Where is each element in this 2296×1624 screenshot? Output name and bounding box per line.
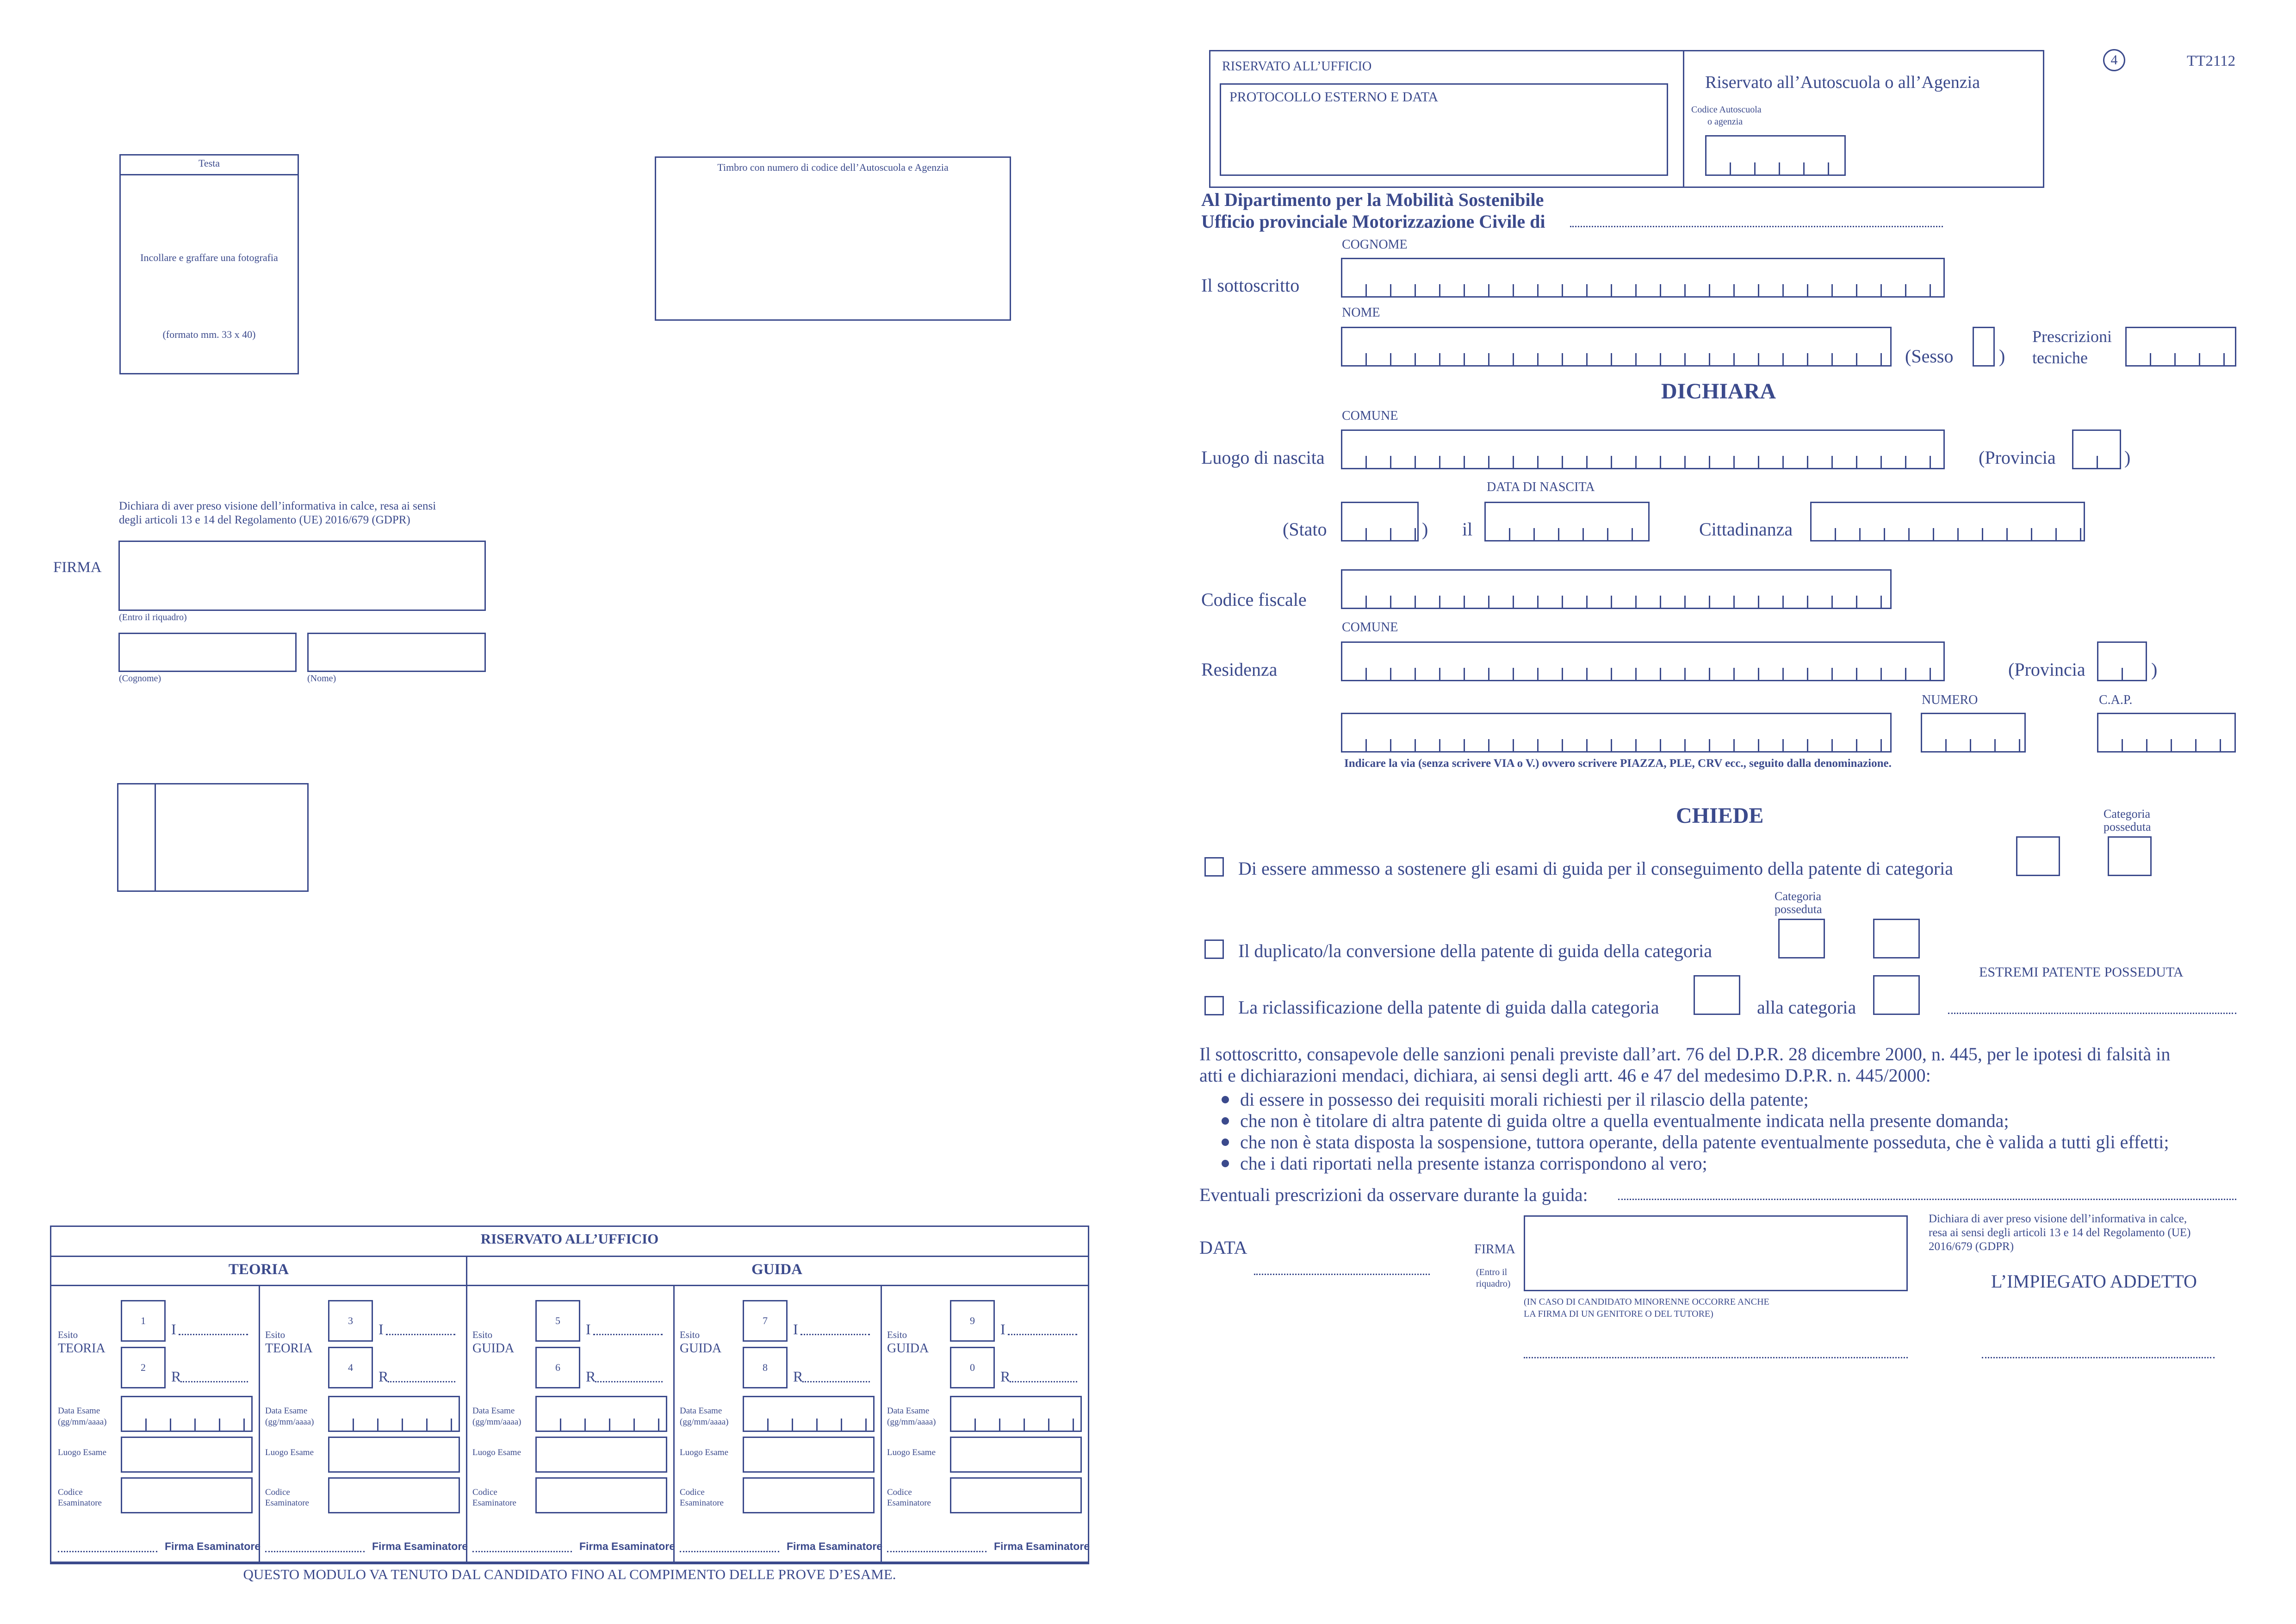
declaration-bullet: che non è titolare di altra patente di guida oltre a quella eventualmente indicata nella presente domanda; — [1240, 1110, 2009, 1131]
data-esame-format: (gg/mm/aaaa) — [58, 1417, 107, 1427]
stamp-box — [655, 156, 1011, 321]
firma-esaminatore-label: Firma Esaminatore — [579, 1540, 676, 1552]
esito-r-label: R — [586, 1368, 596, 1385]
sesso-field[interactable] — [1973, 327, 1995, 367]
esito-i-label: I — [1000, 1321, 1005, 1338]
cognome-field[interactable] — [1341, 258, 1945, 298]
left-cognome-box[interactable] — [118, 633, 297, 672]
esito-number-bottom: 4 — [328, 1347, 373, 1388]
right-privacy-3: 2016/679 (GDPR) — [1929, 1240, 2014, 1253]
protocollo-label: PROTOCOLLO ESTERNO E DATA — [1229, 89, 1439, 105]
data-nascita-label: DATA DI NASCITA — [1487, 480, 1595, 494]
minorenne-note-1: (IN CASO DI CANDIDATO MINORENNE OCCORRE ANCHE — [1524, 1297, 1769, 1307]
firma-esaminatore-field[interactable] — [265, 1551, 365, 1552]
esito-type-label: TEORIA — [265, 1341, 313, 1356]
esito-r-label: R — [379, 1368, 389, 1385]
sesso-label: (Sesso — [1905, 346, 1954, 367]
esito-i-field[interactable] — [1008, 1334, 1077, 1335]
data-esame-field[interactable] — [950, 1396, 1082, 1432]
esito-r-label: R — [1000, 1368, 1011, 1385]
codice-esaminatore-label-1: Codice — [887, 1487, 912, 1497]
residenza-label: Residenza — [1201, 659, 1278, 680]
data-label: DATA — [1199, 1237, 1247, 1258]
data-esame-field[interactable] — [535, 1396, 667, 1432]
estremi-patente-field[interactable] — [1948, 1013, 2236, 1014]
categoria-posseduta-label-3: Categoria — [1775, 890, 1822, 903]
ufficio-provinciale-field[interactable] — [1570, 226, 1943, 227]
luogo-esame-field[interactable] — [121, 1437, 253, 1473]
protocollo-box[interactable] — [1220, 83, 1668, 176]
option-2-checkbox[interactable] — [1204, 940, 1224, 959]
left-privacy-text-2: degli articoli 13 e 14 del Regolamento (UE) 2016/679 (GDPR) — [119, 514, 410, 526]
left-privacy-text-1: Dichiara di aver preso visione dell’informativa in calce, resa ai sensi — [119, 500, 436, 512]
firma-box[interactable] — [1524, 1215, 1908, 1291]
esito-number-top: 1 — [121, 1300, 166, 1342]
data-esame-label: Data Esame — [265, 1406, 308, 1416]
option-3-alla-categoria-field[interactable] — [1873, 975, 1920, 1015]
data-esame-format: (gg/mm/aaaa) — [265, 1417, 314, 1427]
guida-header: GUIDA — [751, 1261, 802, 1278]
data-esame-label: Data Esame — [887, 1406, 930, 1416]
codice-esaminatore-field[interactable] — [743, 1477, 875, 1513]
codice-fiscale-label: Codice fiscale — [1201, 589, 1307, 610]
left-nome-box[interactable] — [307, 633, 486, 672]
codice-esaminatore-label-2: Esaminatore — [265, 1498, 309, 1508]
declaration-bullet: di essere in possesso dei requisiti morali richiesti per il rilascio della patente; — [1240, 1089, 1809, 1110]
luogo-esame-field[interactable] — [328, 1437, 460, 1473]
esito-number-top: 9 — [950, 1300, 995, 1342]
photo-box-title: Testa — [198, 157, 220, 169]
luogo-esame-field[interactable] — [535, 1437, 667, 1473]
codice-esaminatore-field[interactable] — [950, 1477, 1082, 1513]
esito-number-bottom: 8 — [743, 1347, 788, 1388]
esito-r-field[interactable] — [388, 1381, 455, 1382]
comune-nascita-label: COMUNE — [1342, 409, 1398, 423]
option-2-categoria-posseduta-field[interactable] — [1778, 919, 1825, 958]
minorenne-note-2: LA FIRMA DI UN GENITORE O DEL TUTORE) — [1524, 1309, 1713, 1319]
declaration-line-1: Il sottoscritto, consapevole delle sanzioni penali previste dall’art. 76 del D.P.R. 28 dicembre 2000, n. 445, per le ipotesi di falsità in — [1199, 1044, 2171, 1064]
firma-esaminatore-field[interactable] — [887, 1551, 987, 1552]
esito-label: Esito — [265, 1329, 285, 1340]
bullet-dot — [1222, 1096, 1229, 1103]
esito-i-field[interactable] — [800, 1334, 870, 1335]
codice-esaminatore-field[interactable] — [328, 1477, 460, 1513]
sesso-close-paren: ) — [1999, 346, 2005, 367]
form-code: TT2112 — [2187, 53, 2236, 69]
prescrizioni-tecniche-field[interactable] — [2125, 327, 2236, 367]
provincia-residenza-field[interactable] — [2097, 641, 2147, 681]
prescrizioni-tecniche-label-1: Prescrizioni — [2032, 327, 2112, 346]
esito-number-top: 7 — [743, 1300, 788, 1342]
bullet-dot — [1222, 1117, 1229, 1125]
stato-close: ) — [1422, 519, 1428, 540]
dichiara-heading: DICHIARA — [1661, 379, 1776, 404]
esito-r-field[interactable] — [180, 1381, 248, 1382]
option-1-label: Di essere ammesso a sostenere gli esami di guida per il conseguimento della patente di categoria — [1238, 858, 1954, 879]
stamp-box-label: Timbro con numero di codice dell’Autoscuola e Agenzia — [717, 162, 949, 173]
cap-label: C.A.P. — [2099, 693, 2133, 707]
entro-riquadro-2: riquadro) — [1476, 1279, 1511, 1289]
luogo-esame-field[interactable] — [950, 1437, 1082, 1473]
firma-esaminatore-label: Firma Esaminatore — [787, 1540, 883, 1552]
esito-i-field[interactable] — [593, 1334, 663, 1335]
estremi-patente-label: ESTREMI PATENTE POSSEDUTA — [1979, 964, 2184, 980]
photo-box — [119, 154, 299, 374]
provincia-nascita-label: (Provincia — [1979, 447, 2056, 468]
dipartimento-label: Al Dipartimento per la Mobilità Sostenibile — [1201, 189, 1544, 210]
luogo-esame-field[interactable] — [743, 1437, 875, 1473]
photo-box-instruction: Incollare e graffare una fotografia — [140, 252, 278, 263]
esito-r-field[interactable] — [1010, 1381, 1077, 1382]
luogo-esame-label: Luogo Esame — [58, 1448, 107, 1457]
codice-esaminatore-label-1: Codice — [472, 1487, 497, 1497]
esito-type-label: GUIDA — [887, 1341, 929, 1356]
esito-label: Esito — [887, 1329, 907, 1340]
esito-type-label: GUIDA — [472, 1341, 515, 1356]
esito-label: Esito — [472, 1329, 493, 1340]
residenza-comune-field[interactable] — [1341, 641, 1945, 681]
option-3-dalla-categoria-field[interactable] — [1694, 975, 1740, 1015]
right-privacy-1: Dichiara di aver preso visione dell’informativa in calce, — [1929, 1213, 2187, 1225]
stato-field[interactable] — [1341, 502, 1419, 541]
esito-number-bottom: 2 — [121, 1347, 166, 1388]
left-signature-box[interactable] — [118, 541, 486, 611]
left-nome-label: (Nome) — [307, 673, 336, 684]
indirizzo-field[interactable] — [1341, 713, 1892, 753]
esito-number-bottom: 0 — [950, 1347, 995, 1388]
data-esame-format: (gg/mm/aaaa) — [680, 1417, 729, 1427]
codice-esaminatore-label-1: Codice — [680, 1487, 705, 1497]
option-1-categoria-field[interactable] — [2016, 836, 2060, 876]
ufficio-footer: QUESTO MODULO VA TENUTO DAL CANDIDATO FINO AL COMPIMENTO DELLE PROVE D’ESAME. — [243, 1566, 896, 1582]
luogo-esame-label: Luogo Esame — [887, 1448, 936, 1457]
firma-esaminatore-label: Firma Esaminatore — [994, 1540, 1090, 1552]
esito-number-top: 3 — [328, 1300, 373, 1342]
esito-i-label: I — [379, 1321, 384, 1338]
esito-number-bottom: 6 — [535, 1347, 580, 1388]
firma-esaminatore-label: Firma Esaminatore — [372, 1540, 468, 1552]
sottoscritto-label: Il sottoscritto — [1201, 275, 1300, 296]
data-esame-label: Data Esame — [680, 1406, 722, 1416]
firma-esaminatore-field[interactable] — [58, 1551, 157, 1552]
firma-esaminatore-label: Firma Esaminatore — [165, 1540, 261, 1552]
esito-label: Esito — [58, 1329, 78, 1340]
data-field[interactable] — [1254, 1274, 1430, 1275]
declaration-bullet: che non è stata disposta la sospensione, tuttora operante, della patente eventualmente posseduta, che è valida a tutti gli effetti; — [1240, 1132, 2169, 1152]
data-nascita-field[interactable] — [1484, 502, 1650, 541]
firma-label: FIRMA — [1474, 1242, 1515, 1257]
data-esame-label: Data Esame — [472, 1406, 515, 1416]
firma-esaminatore-field[interactable] — [680, 1551, 779, 1552]
categoria-posseduta-label-2: posseduta — [2104, 820, 2151, 834]
luogo-esame-label: Luogo Esame — [680, 1448, 729, 1457]
data-esame-format: (gg/mm/aaaa) — [887, 1417, 936, 1427]
codice-autoscuola-field[interactable] — [1705, 135, 1846, 176]
codice-esaminatore-label-1: Codice — [265, 1487, 290, 1497]
option-2-categoria-field[interactable] — [1873, 919, 1920, 958]
codice-esaminatore-label-1: Codice — [58, 1487, 83, 1497]
comune-residenza-label: COMUNE — [1342, 620, 1398, 635]
left-entro-riquadro: (Entro il riquadro) — [119, 612, 187, 622]
stato-label: (Stato — [1283, 519, 1327, 540]
left-firma-label: FIRMA — [53, 559, 102, 576]
prescrizioni-tecniche-label-2: tecniche — [2032, 348, 2088, 367]
option-1-checkbox[interactable] — [1204, 857, 1224, 877]
esito-r-field[interactable] — [802, 1381, 870, 1382]
left-cognome-label: (Cognome) — [119, 673, 161, 684]
esito-i-label: I — [586, 1321, 591, 1338]
firma-esaminatore-field[interactable] — [472, 1551, 572, 1552]
esito-label: Esito — [680, 1329, 700, 1340]
ufficio-table-title: RISERVATO ALL’UFFICIO — [480, 1231, 659, 1247]
alla-categoria-label: alla categoria — [1757, 997, 1856, 1018]
codice-autoscuola-label-1: Codice Autoscuola — [1691, 105, 1762, 115]
riservato-ufficio-label: RISERVATO ALL’UFFICIO — [1222, 59, 1372, 74]
nome-label: NOME — [1342, 305, 1380, 320]
codice-esaminatore-label-2: Esaminatore — [58, 1498, 102, 1508]
page-number: 4 — [2103, 49, 2125, 71]
ufficio-provinciale-label: Ufficio provinciale Motorizzazione Civile di — [1201, 211, 1545, 232]
cap-field[interactable] — [2097, 713, 2236, 753]
teoria-header: TEORIA — [228, 1261, 289, 1278]
esito-i-label: I — [171, 1321, 176, 1338]
esito-type-label: TEORIA — [58, 1341, 105, 1356]
left-small-box — [117, 783, 309, 892]
option-3-label: La riclassificazione della patente di guida dalla categoria — [1238, 997, 1659, 1018]
codice-esaminatore-field[interactable] — [121, 1477, 253, 1513]
cittadinanza-label: Cittadinanza — [1699, 519, 1793, 540]
luogo-esame-label: Luogo Esame — [265, 1448, 314, 1457]
option-3-checkbox[interactable] — [1204, 996, 1224, 1015]
codice-autoscuola-label-2: o agenzia — [1707, 117, 1743, 127]
option-2-label: Il duplicato/la conversione della patente di guida della categoria — [1238, 940, 1713, 961]
categoria-posseduta-label-4: posseduta — [1775, 902, 1822, 916]
luogo-nascita-field[interactable] — [1341, 429, 1945, 469]
prescrizioni-guida-field[interactable] — [1618, 1199, 2236, 1200]
entro-riquadro-1: (Entro il — [1476, 1267, 1508, 1277]
provincia-nascita-close: ) — [2124, 447, 2131, 468]
bullet-dot — [1222, 1139, 1229, 1146]
cittadinanza-field[interactable] — [1810, 502, 2085, 541]
option-1-categoria-posseduta-field[interactable] — [2108, 836, 2152, 876]
luogo-nascita-label: Luogo di nascita — [1201, 447, 1325, 468]
luogo-esame-label: Luogo Esame — [472, 1448, 521, 1457]
codice-esaminatore-field[interactable] — [535, 1477, 667, 1513]
codice-esaminatore-label-2: Esaminatore — [680, 1498, 724, 1508]
impiegato-label: L’IMPIEGATO ADDETTO — [1991, 1271, 2197, 1292]
data-esame-label: Data Esame — [58, 1406, 100, 1416]
indirizzo-note: Indicare la via (senza scrivere VIA o V.) ovvero scrivere PIAZZA, PLE, CRV ecc., seguito dalla denominazione. — [1344, 757, 1892, 770]
esito-r-label: R — [793, 1368, 803, 1385]
data-esame-field[interactable] — [121, 1396, 253, 1432]
right-privacy-2: resa ai sensi degli articoli 13 e 14 del Regolamento (UE) — [1929, 1226, 2191, 1239]
bullet-dot — [1222, 1160, 1229, 1167]
chiede-heading: CHIEDE — [1676, 803, 1764, 828]
nome-field[interactable] — [1341, 327, 1892, 367]
esito-i-field[interactable] — [386, 1334, 455, 1335]
provincia-residenza-label: (Provincia — [2008, 659, 2085, 680]
impiegato-firma-field[interactable] — [1982, 1357, 2215, 1358]
prescrizioni-guida-label: Eventuali prescrizioni da osservare durante la guida: — [1199, 1184, 1588, 1205]
codice-esaminatore-label-2: Esaminatore — [887, 1498, 931, 1508]
data-esame-field[interactable] — [328, 1396, 460, 1432]
provincia-nascita-field[interactable] — [2072, 429, 2121, 469]
ufficio-table — [50, 1226, 1089, 1564]
esito-i-label: I — [793, 1321, 798, 1338]
numero-label: NUMERO — [1922, 693, 1978, 707]
data-esame-field[interactable] — [743, 1396, 875, 1432]
categoria-posseduta-label-1: Categoria — [2104, 807, 2151, 821]
codice-esaminatore-label-2: Esaminatore — [472, 1498, 516, 1508]
riservato-autoscuola-label: Riservato all’Autoscuola o all’Agenzia — [1705, 73, 1980, 92]
cognome-label: COGNOME — [1342, 237, 1408, 252]
esito-number-top: 5 — [535, 1300, 580, 1342]
genitore-firma-field[interactable] — [1524, 1357, 1908, 1358]
data-esame-format: (gg/mm/aaaa) — [472, 1417, 521, 1427]
provincia-residenza-close: ) — [2151, 659, 2158, 680]
declaration-line-2: atti e dichiarazioni mendaci, dichiara, ai sensi degli artt. 46 e 47 del medesimo D.P.R. n. 445/2000: — [1199, 1065, 1931, 1086]
photo-box-format: (formato mm. 33 x 40) — [162, 329, 256, 340]
il-label: il — [1462, 519, 1473, 540]
esito-type-label: GUIDA — [680, 1341, 722, 1356]
esito-i-field[interactable] — [179, 1334, 248, 1335]
numero-field[interactable] — [1921, 713, 2026, 753]
declaration-bullet: che i dati riportati nella presente istanza corrispondono al vero; — [1240, 1153, 1707, 1174]
esito-r-field[interactable] — [595, 1381, 663, 1382]
codice-fiscale-field[interactable] — [1341, 569, 1892, 609]
esito-r-label: R — [171, 1368, 181, 1385]
